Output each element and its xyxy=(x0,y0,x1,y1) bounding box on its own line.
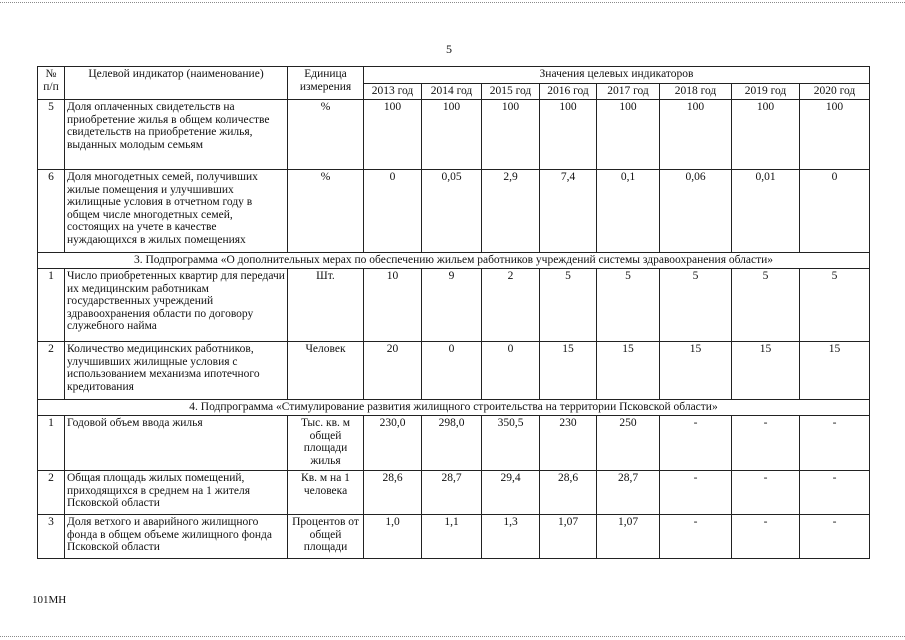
row-indicator-name: Годовой объем ввода жилья xyxy=(65,416,288,471)
header-year: 2017 год xyxy=(597,84,660,100)
row-value: 100 xyxy=(597,100,660,170)
row-value: 5 xyxy=(732,269,800,342)
row-value: 5 xyxy=(800,269,870,342)
row-unit: Шт. xyxy=(288,269,364,342)
row-value: 15 xyxy=(540,342,597,400)
row-value: 28,7 xyxy=(597,471,660,515)
row-value: 0 xyxy=(800,170,870,253)
header-unit: Единица измерения xyxy=(288,67,364,100)
row-value: 28,7 xyxy=(422,471,482,515)
row-value: - xyxy=(660,416,732,471)
row-value: - xyxy=(660,471,732,515)
footer-code: 101МН xyxy=(32,594,67,606)
row-value: 1,07 xyxy=(540,515,597,559)
header-year: 2013 год xyxy=(364,84,422,100)
section-row xyxy=(38,253,870,269)
row-num: 5 xyxy=(38,100,65,170)
header-year: 2015 год xyxy=(482,84,540,100)
table-row xyxy=(38,515,870,559)
row-unit: Тыс. кв. м общей площади жилья xyxy=(288,416,364,471)
row-value: 15 xyxy=(732,342,800,400)
row-indicator-name: Общая площадь жилых помещений, приходящихся в среднем на 1 жителя Псковской области xyxy=(65,471,288,515)
row-indicator-name: Доля оплаченных свидетельств на приобретение жилья в общем количестве свидетельств на приобретение жилья, выданных молодым семьям xyxy=(65,100,288,170)
row-indicator-name: Доля ветхого и аварийного жилищного фонда в общем объеме жилищного фонда Псковской области xyxy=(65,515,288,559)
row-value: 2 xyxy=(482,269,540,342)
header-year: 2019 год xyxy=(732,84,800,100)
row-num: 3 xyxy=(38,515,65,559)
table-row xyxy=(38,170,870,253)
row-value: 28,6 xyxy=(364,471,422,515)
row-value: 0 xyxy=(364,170,422,253)
row-value: - xyxy=(800,515,870,559)
row-value: 0,1 xyxy=(597,170,660,253)
row-value: 15 xyxy=(800,342,870,400)
row-value: 100 xyxy=(732,100,800,170)
row-value: - xyxy=(800,471,870,515)
page-number: 5 xyxy=(446,42,452,56)
row-value: 100 xyxy=(660,100,732,170)
row-num: 2 xyxy=(38,471,65,515)
header-num: № п/п xyxy=(38,67,65,100)
row-value: - xyxy=(732,416,800,471)
row-value: 0,05 xyxy=(422,170,482,253)
section-3-title: 3. Подпрограмма «О дополнительных мерах по обеспечению жильем работников учреждений системы здравоохранения области» xyxy=(38,253,870,269)
row-value: 10 xyxy=(364,269,422,342)
row-value: 29,4 xyxy=(482,471,540,515)
row-value: 7,4 xyxy=(540,170,597,253)
row-value: 250 xyxy=(597,416,660,471)
row-value: - xyxy=(732,471,800,515)
row-value: 9 xyxy=(422,269,482,342)
row-value: 1,3 xyxy=(482,515,540,559)
row-value: 5 xyxy=(540,269,597,342)
row-num: 6 xyxy=(38,170,65,253)
row-num: 1 xyxy=(38,269,65,342)
section-row xyxy=(38,400,870,416)
row-num: 1 xyxy=(38,416,65,471)
row-indicator-name: Доля многодетных семей, получивших жилые помещения и улучшивших жилищные условия в отчетном году в общем числе многодетных семей, состоящих на учете в качестве нуждающихся в жилых помещениях xyxy=(65,170,288,253)
header-year: 2018 год xyxy=(660,84,732,100)
row-value: 20 xyxy=(364,342,422,400)
row-value: 28,6 xyxy=(540,471,597,515)
table-row xyxy=(38,100,870,170)
row-value: 2,9 xyxy=(482,170,540,253)
row-value: - xyxy=(732,515,800,559)
row-unit: Кв. м на 1 человека xyxy=(288,471,364,515)
header-year: 2016 год xyxy=(540,84,597,100)
row-value: 100 xyxy=(540,100,597,170)
row-value: 100 xyxy=(422,100,482,170)
row-value: 0 xyxy=(422,342,482,400)
row-value: 350,5 xyxy=(482,416,540,471)
section-4-title: 4. Подпрограмма «Стимулирование развития жилищного строительства на территории Псковской области» xyxy=(38,400,870,416)
scan-edge-bottom xyxy=(0,636,905,637)
table-row xyxy=(38,471,870,515)
row-value: 230,0 xyxy=(364,416,422,471)
header-values-title: Значения целевых индикаторов xyxy=(364,67,870,84)
row-value: 1,07 xyxy=(597,515,660,559)
row-unit: Процентов от общей площади xyxy=(288,515,364,559)
row-num: 2 xyxy=(38,342,65,400)
row-value: 0,06 xyxy=(660,170,732,253)
row-value: 0 xyxy=(482,342,540,400)
row-unit: % xyxy=(288,100,364,170)
row-value: 0,01 xyxy=(732,170,800,253)
row-value: 1,1 xyxy=(422,515,482,559)
row-value: 15 xyxy=(660,342,732,400)
header-name: Целевой индикатор (наименование) xyxy=(65,67,288,100)
row-value: 230 xyxy=(540,416,597,471)
header-year: 2020 год xyxy=(800,84,870,100)
row-value: 100 xyxy=(364,100,422,170)
row-value: 1,0 xyxy=(364,515,422,559)
row-value: 298,0 xyxy=(422,416,482,471)
table-row xyxy=(38,342,870,400)
header-year: 2014 год xyxy=(422,84,482,100)
table-row xyxy=(38,416,870,471)
row-value: 5 xyxy=(597,269,660,342)
table-row xyxy=(38,269,870,342)
row-value: - xyxy=(800,416,870,471)
indicators-table xyxy=(37,66,870,559)
row-indicator-name: Количество медицинских работников, улучшивших жилищные условия с использованием механизма ипотечного кредитования xyxy=(65,342,288,400)
row-unit: % xyxy=(288,170,364,253)
row-indicator-name: Число приобретенных квартир для передачи их медицинским работникам государственных учреждений здравоохранения области по договору служебного найма xyxy=(65,269,288,342)
header-row xyxy=(38,67,870,84)
row-value: 100 xyxy=(482,100,540,170)
row-value: 100 xyxy=(800,100,870,170)
row-unit: Человек xyxy=(288,342,364,400)
row-value: 15 xyxy=(597,342,660,400)
row-value: 5 xyxy=(660,269,732,342)
scan-edge-top xyxy=(0,2,905,3)
row-value: - xyxy=(660,515,732,559)
